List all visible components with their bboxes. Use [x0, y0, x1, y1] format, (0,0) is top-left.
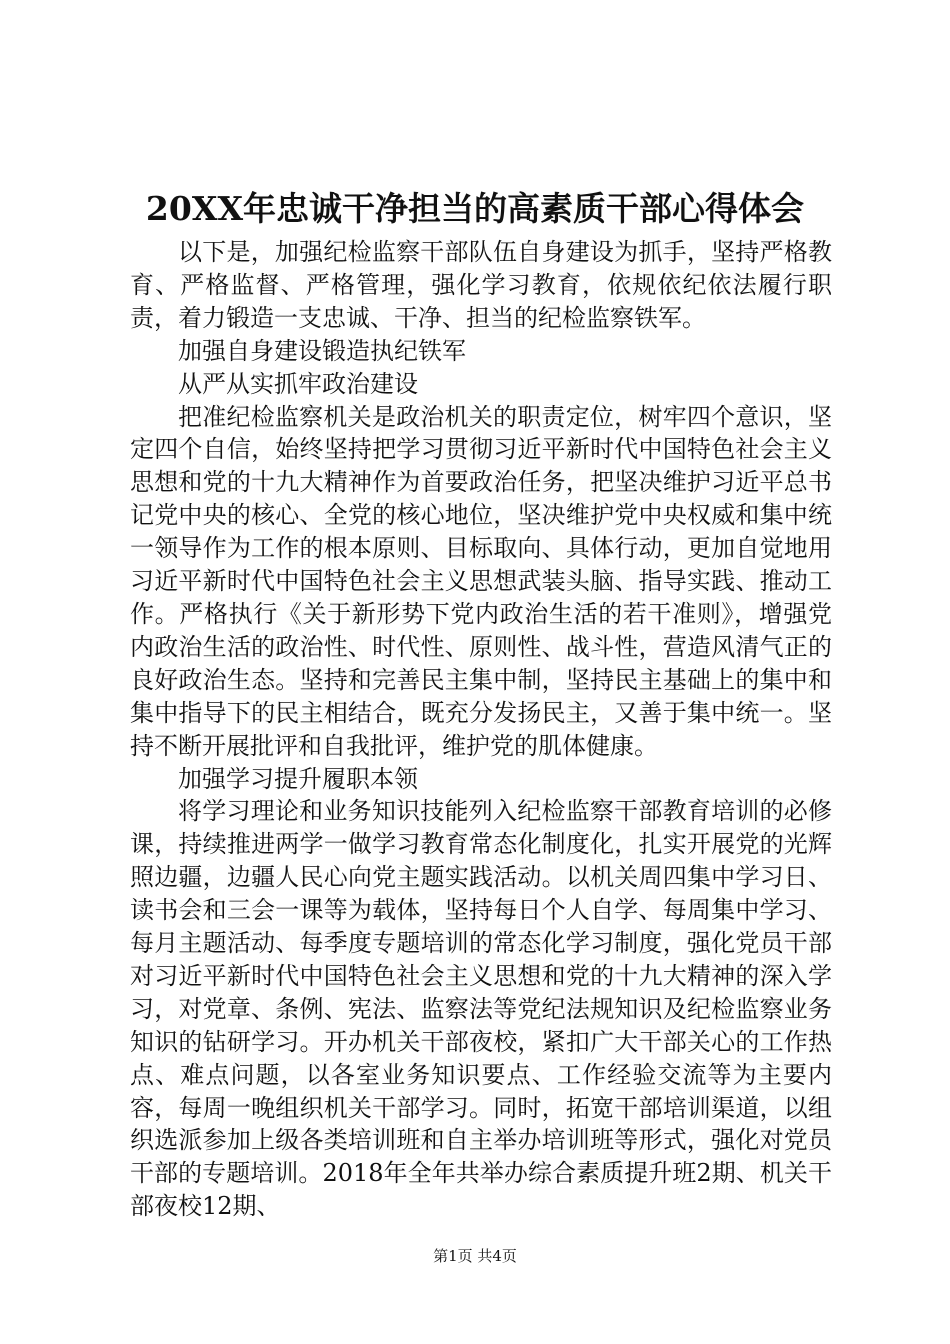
section-heading: 加强自身建设锻造执纪铁军 [178, 336, 466, 365]
subsection-heading: 从严从实抓牢政治建设 [178, 369, 418, 398]
document-body [130, 236, 832, 1223]
intro-paragraph: 以下是，加强纪检监察干部队伍自身建设为抓手，坚持严格教育、严格监督、严格管理，强化学习教育，依规依纪依法履行职责，着力锻造一支忠诚、干净、担当的纪检监察铁军。 [130, 238, 832, 332]
body-paragraph: 将学习理论和业务知识技能列入纪检监察干部教育培训的必修课，持续推进两学一做学习教育常态化制度化，扎实开展党的光辉照边疆，边疆人民心向党主题实践活动。以机关周四集中学习日、读书会和三会一课等为载体，坚持每日个人自学、每周集中学习、每月主题活动、每季度专题培训的常态化学习制度，强化党员干部对习近平新时代中国特色社会主义思想和党的十九大精神的深入学习，对党章、条例、宪法、监察法等党纪法规知识及纪检监察业务知识的钻研学习。开办机关干部夜校，紧扣广大干部关心的工作热点、难点问题，以各室业务知识要点、工作经验交流等为主要内容，每周一晚组织机关干部学习。同时，拓宽干部培训渠道，以组织选派参加上级各类培训班和自主举办培训班等形式，强化对党员干部的专题培训。2018年全年共举办综合素质提升班2期、机关干部夜校12期、 [130, 797, 832, 1221]
page-number-footer: 第1页 共4页 [433, 1247, 517, 1265]
body-paragraph: 把准纪检监察机关是政治机关的职责定位，树牢四个意识，坚定四个自信，始终坚持把学习贯彻习近平新时代中国特色社会主义思想和党的十九大精神作为首要政治任务，把坚决维护习近平总书记党中央的核心、全党的核心地位，坚决维护党中央权威和集中统一领导作为工作的根本原则、目标取向、具体行动，更加自觉地用习近平新时代中国特色社会主义思想武装头脑、指导实践、推动工作。严格执行《关于新形势下党内政治生活的若干准则》，增强党内政治生活的政治性、时代性、原则性、战斗性，营造风清气正的良好政治生态。坚持和完善民主集中制，坚持民主基础上的集中和集中指导下的民主相结合，既充分发扬民主，又善于集中统一。坚持不断开展批评和自我批评，维护党的肌体健康。 [130, 402, 832, 760]
document-title: 20XX年忠诚干净担当的高素质干部心得体会 [145, 189, 805, 228]
subsection-heading: 加强学习提升履职本领 [178, 764, 418, 793]
